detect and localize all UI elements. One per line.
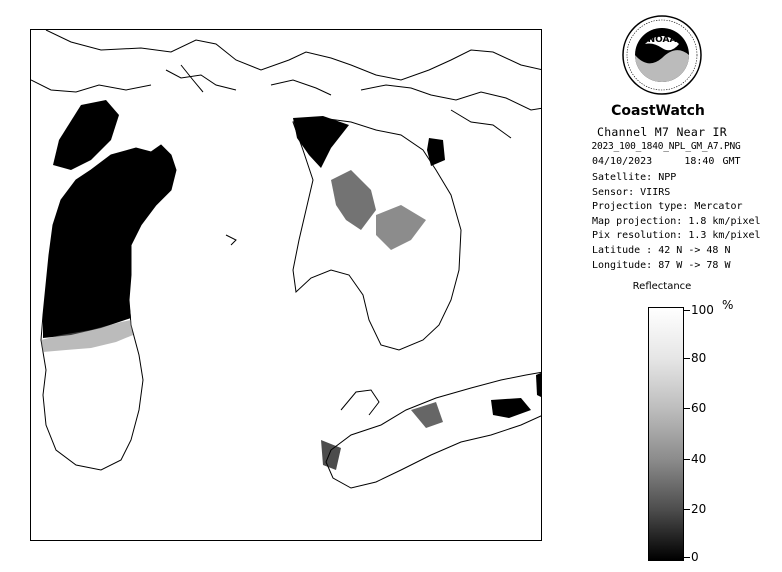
map-panel xyxy=(30,29,542,541)
channel-title: Channel M7 Near IR xyxy=(596,125,728,139)
colorbar-tick xyxy=(684,408,690,409)
brand-title: CoastWatch xyxy=(611,103,705,119)
legend-title: Reflectance xyxy=(632,281,692,292)
colorbar-tick xyxy=(684,459,690,460)
great-lakes-map xyxy=(31,30,542,541)
colorbar-tick xyxy=(684,557,690,558)
date-time xyxy=(592,156,741,167)
reflectance-colorbar xyxy=(648,307,684,561)
file-name: 2023_100_1840_NPL_GM_A7.PNG xyxy=(591,141,741,152)
logo-center-text: NOAA xyxy=(647,35,677,45)
colorbar-tick-label: 60 xyxy=(691,401,707,415)
colorbar-tick xyxy=(684,509,690,510)
metadata-latitude: Latitude : 42 N -> 48 N xyxy=(592,244,731,256)
colorbar-tick-label: 80 xyxy=(691,351,707,365)
metadata-list xyxy=(592,171,761,273)
lake-erie xyxy=(326,372,542,488)
lake-michigan-dark xyxy=(43,145,176,338)
noaa-logo xyxy=(621,14,703,96)
metadata-pix-resolution: Pix resolution: 1.3 km/pixel xyxy=(592,230,761,242)
colorbar-tick-label: 0 xyxy=(691,550,699,564)
metadata-sensor: Sensor: VIIRS xyxy=(592,186,671,198)
date-text: 04/10/2023 xyxy=(592,156,653,167)
colorbar-tick xyxy=(684,358,690,359)
colorbar-tick xyxy=(684,310,690,311)
colorbar-tick-label: 20 xyxy=(691,502,707,516)
time-text: 18:40 GMT xyxy=(684,156,741,167)
lake-superior-shore xyxy=(46,30,542,80)
metadata-map-projection: Map projection: 1.8 km/pixel xyxy=(592,215,761,227)
legend-unit: % xyxy=(722,298,734,312)
colorbar-tick-label: 40 xyxy=(691,452,707,466)
metadata-satellite: Satellite: NPP xyxy=(592,172,677,183)
noaa-seal-icon xyxy=(621,14,703,96)
metadata-projection-type: Projection type: Mercator xyxy=(592,201,743,213)
lake-superior-shore-2 xyxy=(31,80,151,92)
metadata-longitude: Longitude: 87 W -> 78 W xyxy=(592,259,731,271)
colorbar-tick-label: 100 xyxy=(691,303,714,317)
